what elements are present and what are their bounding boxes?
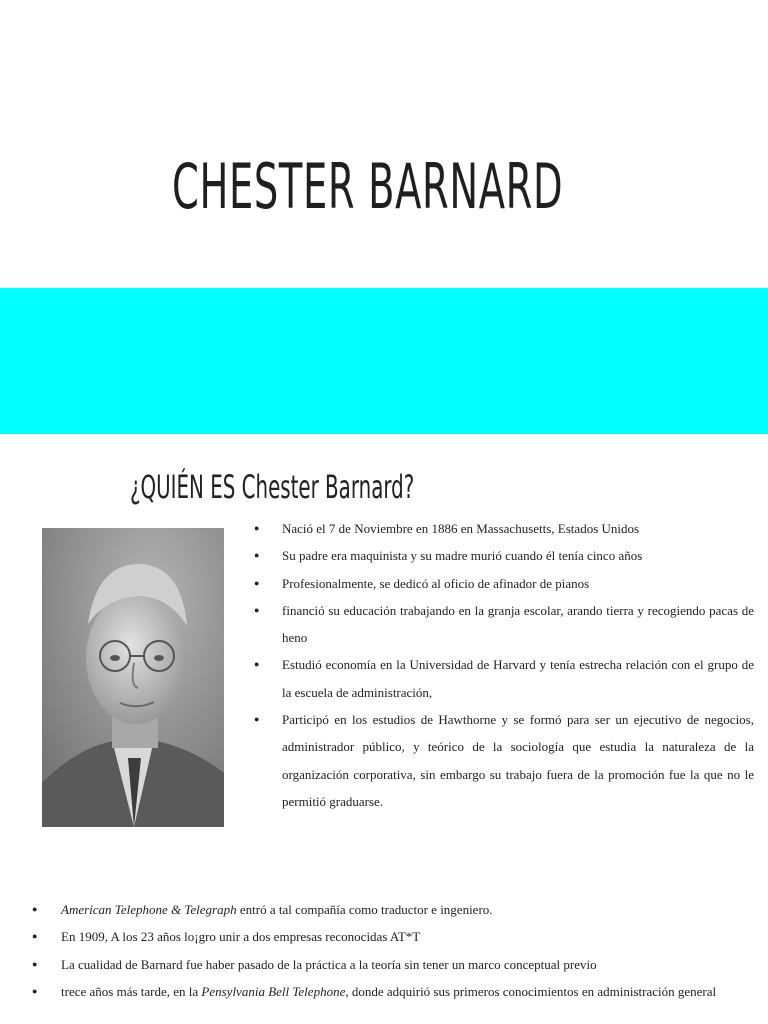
- page-title: CHESTER BARNARD: [172, 150, 564, 223]
- section-subtitle: ¿QUIÉN ES Chester Barnard?: [130, 468, 415, 506]
- portrait-photo: [42, 528, 224, 827]
- career-list: [30, 896, 760, 1005]
- list-item-text: entró a tal compañía como traductor e ingeniero.: [236, 902, 493, 917]
- bio-list: [252, 515, 754, 815]
- company-name: American Telephone & Telegraph: [61, 902, 237, 917]
- list-item: ● Nació el 7 de Noviembre en 1886 en Massachusetts, Estados Unidos: [252, 515, 754, 542]
- list-item-text: , donde adquirió sus primeros conocimientos en administración general: [345, 983, 717, 999]
- list-item: ● Participó en los estudios de Hawthorne y se formó para ser un ejecutivo de negocios, administrador público, y teórico de la sociología que estudia la naturaleza de la organización corporativa, sin embargo su trabajo fuera de la promoción fue la que no le permitió graduarse.: [252, 706, 754, 815]
- accent-band: [0, 288, 768, 434]
- list-item: ● Estudió economía en la Universidad de Harvard y tenía estrecha relación con el grupo de la escuela de administración,: [252, 651, 754, 706]
- list-item-text: trece años más tarde, en la: [61, 983, 202, 999]
- list-item: [30, 978, 760, 1005]
- list-item: ● La cualidad de Barnard fue haber pasado de la práctica a la teoría sin tener un marco conceptual previo: [30, 951, 760, 978]
- portrait-photo-icon: [42, 528, 224, 827]
- list-item: ● En 1909, A los 23 años lo¡gro unir a dos empresas reconocidas AT*T: [30, 923, 760, 950]
- list-item: [30, 896, 760, 923]
- list-item: ● financió su educación trabajando en la granja escolar, arando tierra y recogiendo pacas de heno: [252, 597, 754, 652]
- list-item: ● Profesionalmente, se dedicó al oficio de afinador de pianos: [252, 570, 754, 597]
- list-item: ● Su padre era maquinista y su madre murió cuando él tenía cinco años: [252, 542, 754, 569]
- company-name: Pensylvania Bell Telephone: [201, 983, 346, 999]
